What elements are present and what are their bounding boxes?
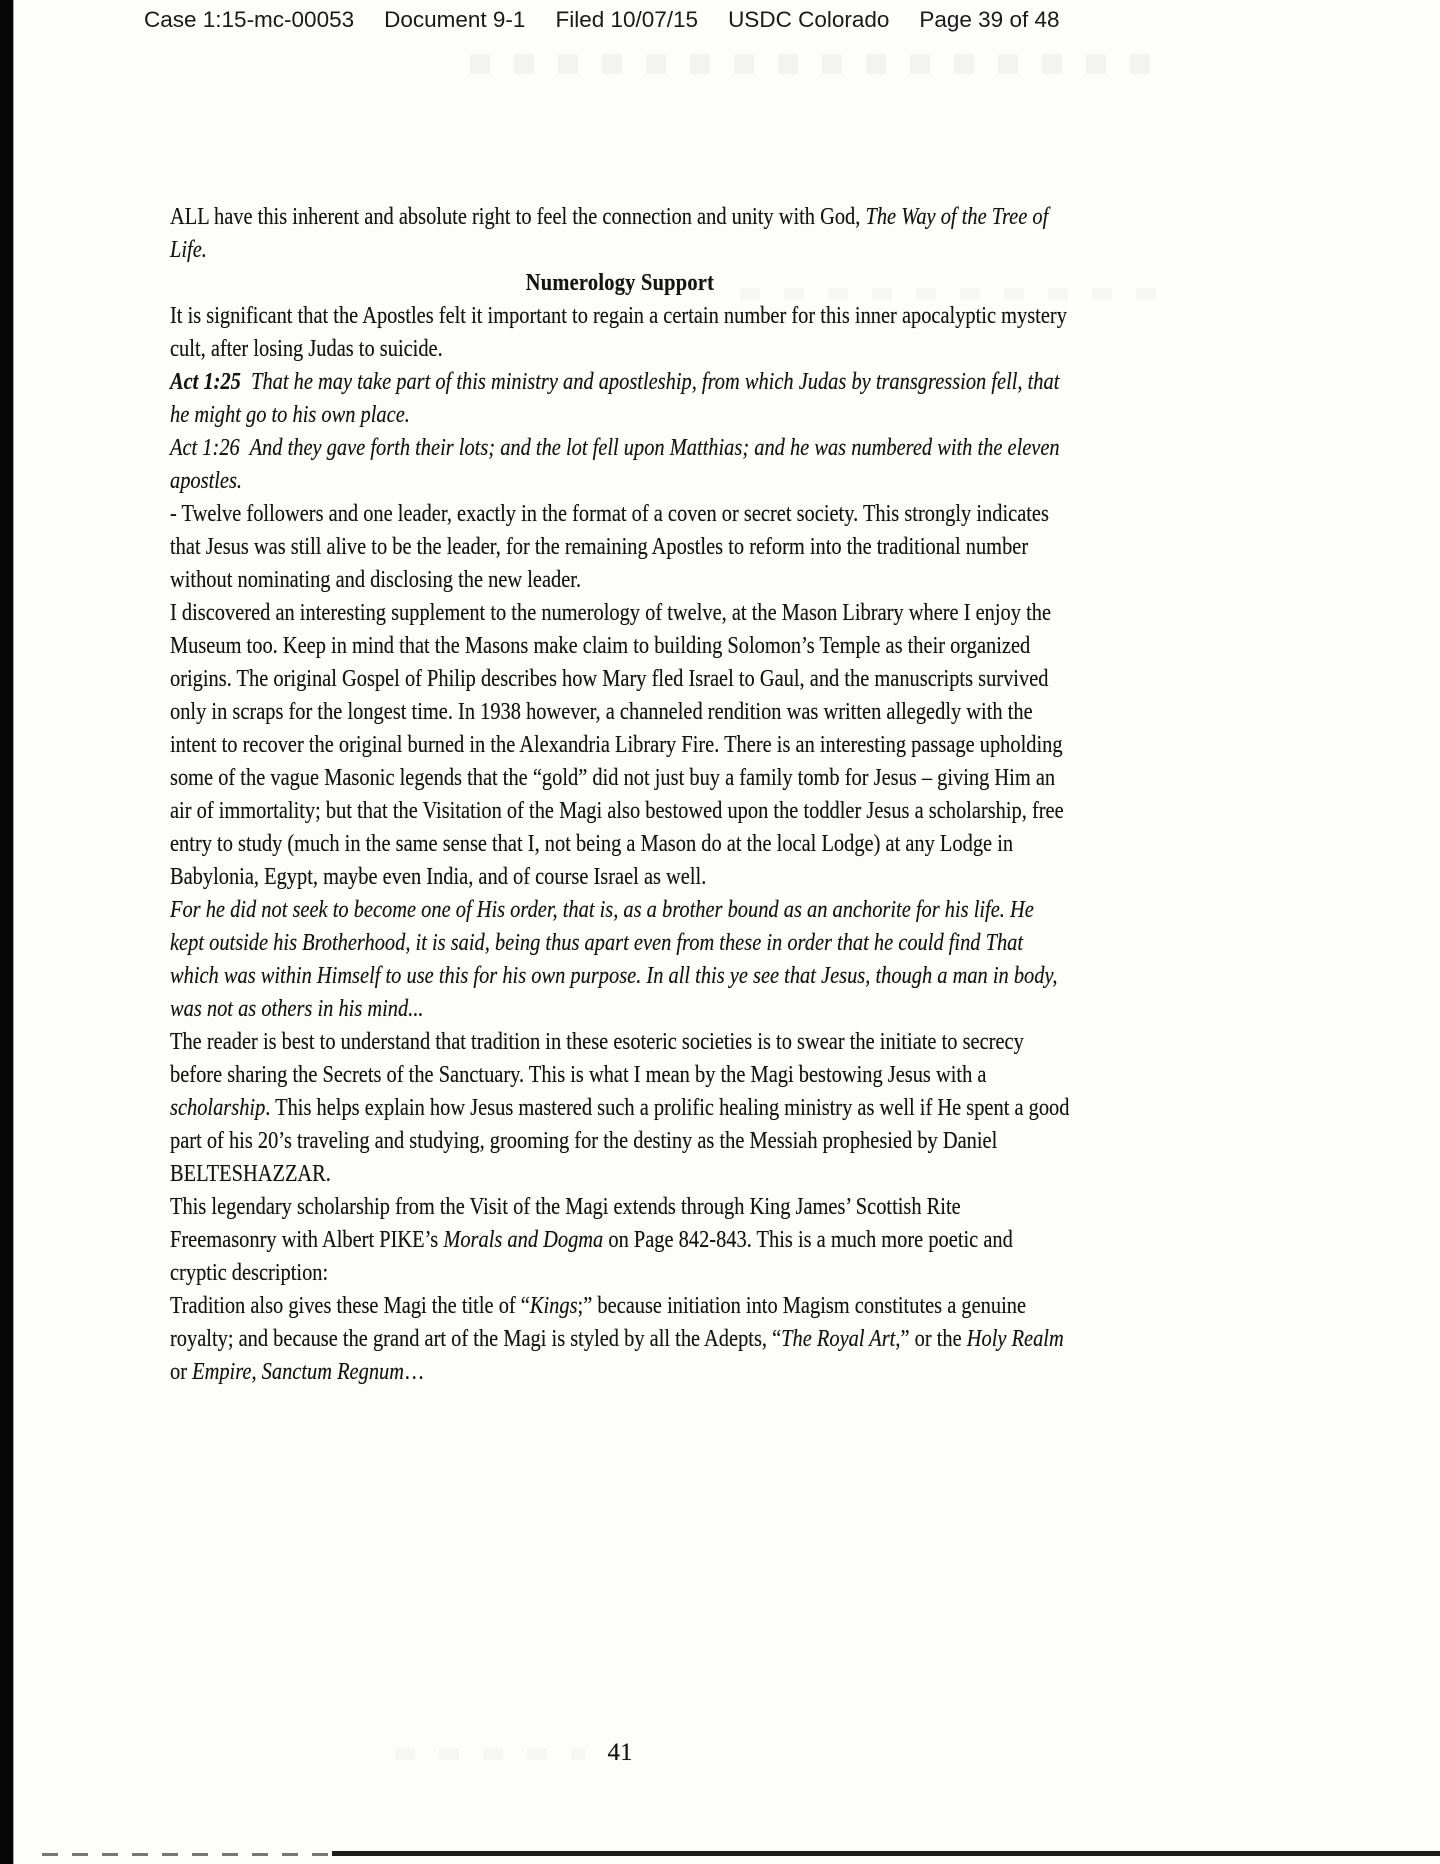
scan-noise-artifact — [395, 1748, 585, 1760]
paragraph-morals-and-dogma: This legendary scholarship from the Visit of the Magi extends through King James’ Scottish Rite Freemasonry with Albert PIKE’s Morals and Dogma on Page 842-843. This is a much more poetic and cryptic description: — [170, 1193, 1013, 1286]
header-filed-date: Filed 10/07/15 — [555, 7, 699, 32]
paragraph-intro: ALL have this inherent and absolute right to feel the connection and unity with God, The Way of the Tree of Life. — [170, 203, 1049, 263]
paragraph-mason-library: I discovered an interesting supplement to the numerology of twelve, at the Mason Library where I enjoy the Museum too. Keep in mind that the Masons make claim to building Solomon’s Temple as their organized origins. The original Gospel of Philip describes how Mary fled Israel to Gaul, and the manuscripts survived only in scraps for the longest time. In 1938 however, a channeled rendition was written allegedly with the intent to recover the original burned in the Alexandria Library Fire. There is an interesting passage upholding some of the vague Masonic legends that the “gold” did not just buy a family tomb for Jesus – giving Him an air of immortality; but that the Visitation of the Magi also bestowed upon the toddler Jesus a scholarship, free entry to study (much in the same sense that I, not being a Mason do at the local Lodge) at any Lodge in Babylonia, Egypt, maybe even India, and of course Israel as well. — [170, 599, 1064, 890]
header-case-number: Case 1:15-mc-00053 — [144, 7, 355, 32]
scan-bottom-line-dashed — [42, 1853, 334, 1856]
blockquote-magi-kings: Tradition also gives these Magi the title of “Kings;” because initiation into Magism constitutes a genuine royalty; and because the grand art of the Magi is styled by all the Adepts, “The Royal Art,” or the Holy Realm or Empire, Sanctum Regnum… — [170, 1292, 1064, 1385]
page-number: 41 — [607, 1739, 633, 1766]
header-court: USDC Colorado — [728, 7, 890, 32]
header-document-number: Document 9-1 — [384, 7, 526, 32]
section-heading: Numerology Support — [525, 269, 715, 296]
scan-edge-artifact — [0, 0, 13, 1864]
scan-bottom-line — [332, 1851, 1440, 1856]
paragraph-apostles-number: It is significant that the Apostles felt it important to regain a certain number for this inner apocalyptic mystery cult, after losing Judas to suicide. — [170, 302, 1067, 362]
case-header — [144, 6, 1060, 33]
scan-noise-artifact — [740, 288, 1170, 300]
header-page-indicator: Page 39 of 48 — [919, 7, 1060, 32]
paragraph-twelve-followers: - Twelve followers and one leader, exactly in the format of a coven or secret society. This strongly indicates that Jesus was still alive to be the leader, for the remaining Apostles to reform into the traditional number without nominating and disclosing the new leader. — [170, 500, 1049, 593]
paragraph-esoteric-societies: The reader is best to understand that tradition in these esoteric societies is to swear the initiate to secrecy before sharing the Secrets of the Sanctuary. This is what I mean by the Magi bestowing Jesus with a scholarship. This helps explain how Jesus mastered such a prolific healing ministry as well if He spent a good part of his 20’s traveling and studying, grooming for the destiny as the Messiah prophesied by Daniel BELTESHAZZAR. — [170, 1028, 1070, 1187]
blockquote-philip-gospel: For he did not seek to become one of His order, that is, as a brother bound as an anchorite for his life. He kept outside his Brotherhood, it is said, being thus apart even from these in order that he could find That which was within Himself to use this for his own purpose. In all this ye see that Jesus, though a man in body, was not as others in his mind... — [170, 896, 1058, 1022]
document-body — [170, 200, 1070, 1388]
scan-noise-artifact — [470, 54, 1170, 74]
blockquote-acts: Act 1:25 That he may take part of this ministry and apostleship, from which Judas by transgression fell, that he might go to his own place. Act 1:26 And they gave forth their lots; and the lot fell upon Matthias; and he was numbered with the eleven apostles. — [170, 368, 1060, 494]
